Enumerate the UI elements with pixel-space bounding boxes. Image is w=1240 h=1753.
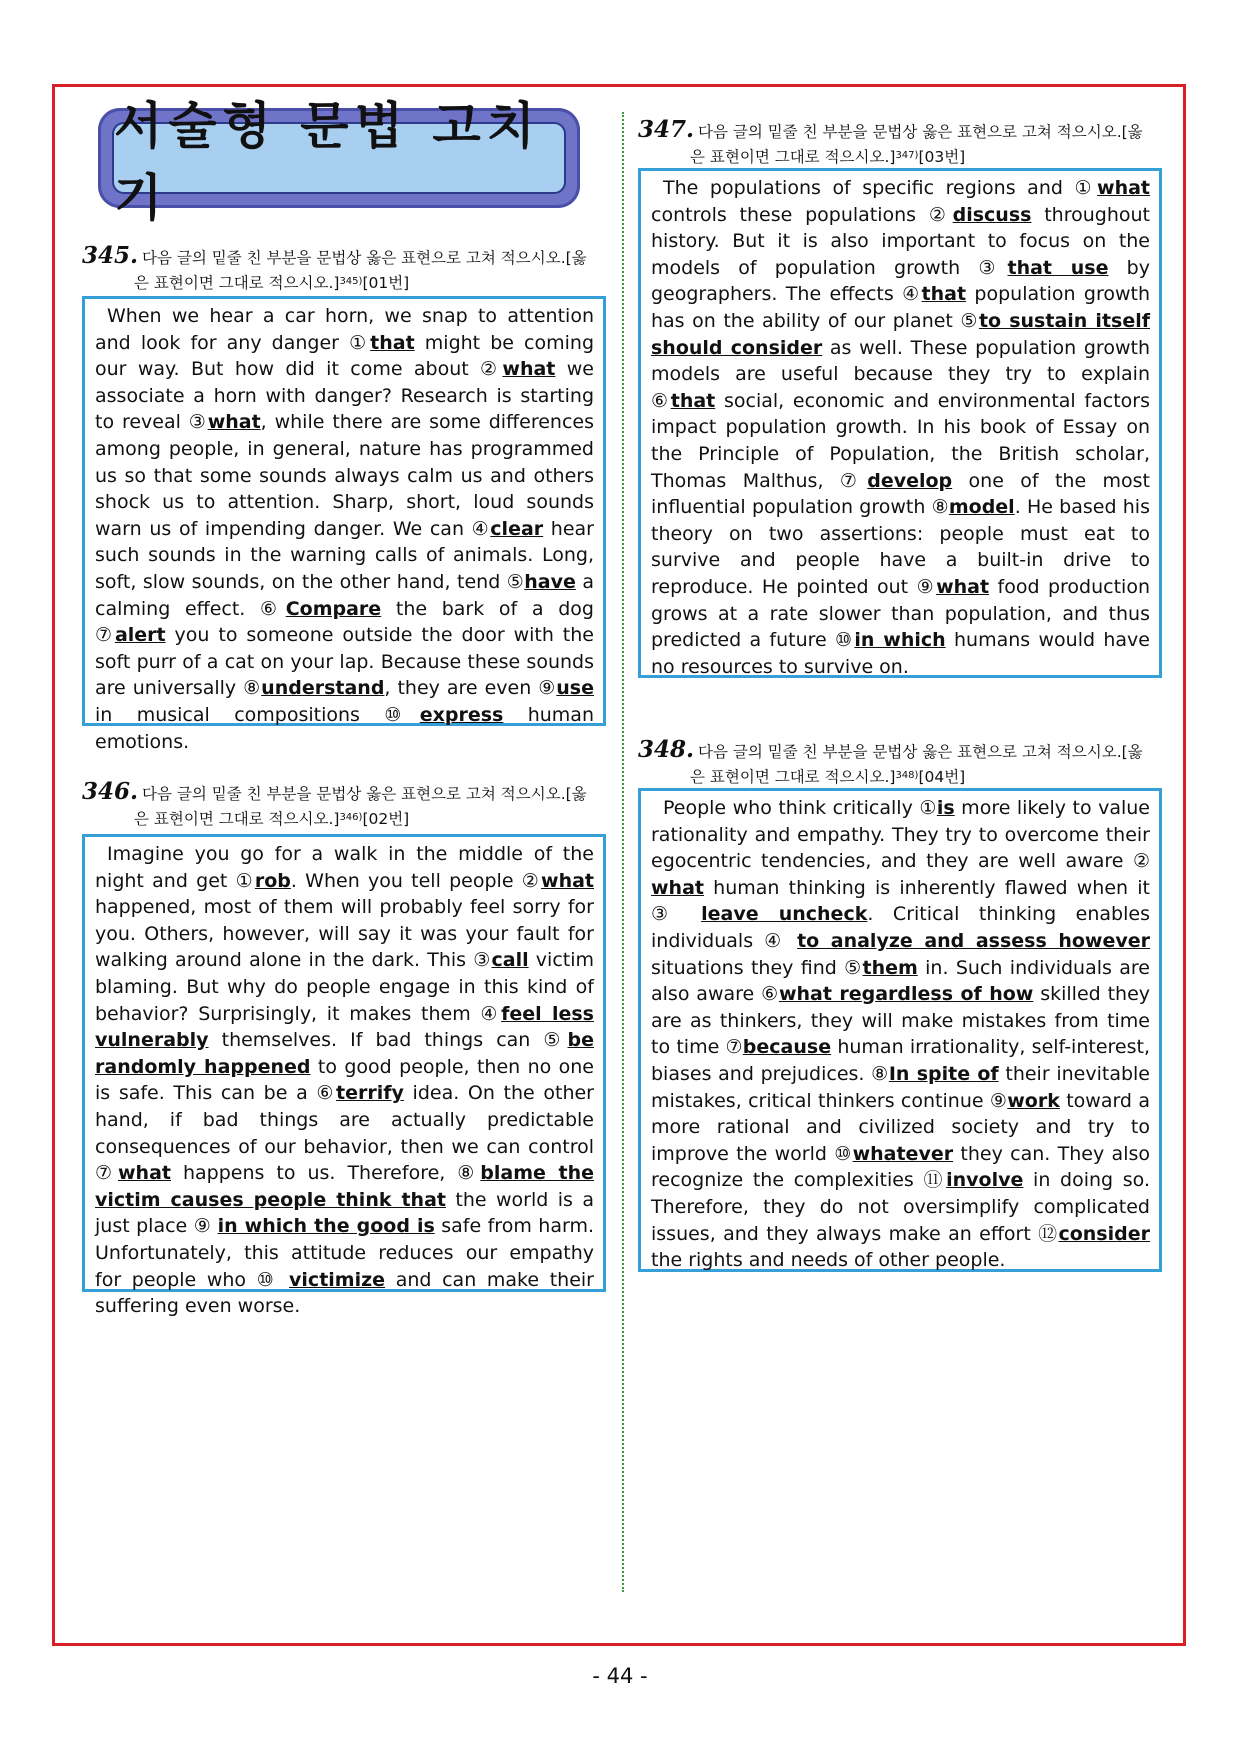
underlined-target: because [742, 1036, 832, 1059]
question-tag: [01번] [362, 274, 410, 292]
passage-text: you to someone outside the door with the soft purr of a cat on your lap. Because these sounds are universally ⑧ [95, 624, 594, 700]
underlined-target: Compare [285, 597, 382, 620]
underlined-target: have [524, 570, 576, 593]
passage-text: might be coming our way. But how did it come about ② [95, 331, 595, 381]
passage-text: the rights and needs of other people. [651, 1249, 1006, 1272]
passage-text: we associate a horn with danger? Research is starting to reveal ③ [95, 358, 594, 434]
question-number: 345. [82, 242, 139, 269]
underlined-target: in which [854, 629, 946, 652]
passage-text: more likely to value rationality and empathy. They try to overcome their egocentric tendencies, and they are well aware ② [651, 797, 1150, 873]
underlined-target: what [1097, 177, 1150, 199]
underlined-target: express [419, 703, 504, 726]
question-instruction-cont: 은 표현이면 그대로 적으시오.] [134, 810, 340, 828]
question-346-passage [82, 834, 606, 1318]
passage-text: . When you tell people ② [290, 869, 542, 892]
passage-text: safe from harm. Unfortunately, this attitude reduces our empathy for people who ⑩ [95, 1215, 594, 1291]
column-divider [622, 112, 624, 1592]
underlined-target: what [207, 411, 261, 434]
underlined-target: model [948, 496, 1015, 519]
passage-text: a calming effect. ⑥ [95, 570, 595, 620]
underlined-target: In spite of [888, 1062, 999, 1085]
underlined-target: terrify [336, 1082, 404, 1105]
passage-text: . Critical thinking enables individuals ④ [651, 903, 1150, 952]
underlined-target: feel less vulnerably [95, 1002, 594, 1052]
passage-text: , they are even ⑨ [384, 677, 557, 700]
passage-text: . He based his theory on two assertions: people must eat to survive and people have a built-in drive to reproduce. He pointed out ⑨ [651, 496, 1150, 598]
question-345-header [82, 244, 606, 295]
question-348-passage [638, 788, 1162, 1272]
page-number: - 44 - [592, 1664, 648, 1688]
underlined-target: consider [1058, 1222, 1150, 1245]
passage-text: and can make their suffering even worse. [95, 1268, 594, 1318]
question-tag: [03번] [918, 148, 966, 166]
passage-text: happened, most of them will probably feel sorry for you. Others, however, will say it was your fault for walking around alone in the dark. This ③ [95, 896, 594, 972]
passage-text: human irrationality, self-interest, biases and prejudices. ⑧ [651, 1036, 1150, 1085]
underlined-target: that [921, 283, 967, 306]
underlined-target: what [651, 876, 704, 899]
underlined-target: to sustain itself should consider [651, 309, 1150, 359]
underlined-target: understand [261, 677, 385, 700]
passage-text: People who think critically ① [663, 797, 937, 819]
underlined-target: to analyze and assess however [797, 929, 1150, 952]
question-ref: 345) [339, 276, 363, 287]
passage-text: social, economic and environmental factors impact population growth. In his book of Essay on the Principle of Population, the British scholar, Thomas Malthus, ⑦ [651, 389, 1150, 492]
underlined-target: discuss [952, 203, 1032, 226]
underlined-target: is [936, 797, 955, 819]
passage-text: throughout history. But it is also important to focus on the models of population growth ③ [651, 203, 1150, 279]
question-tag: [02번] [362, 810, 410, 828]
passage-text: Imagine you go for a walk in the middle of the night and get ① [95, 843, 594, 892]
question-instruction-cont: 은 표현이면 그대로 적으시오.] [134, 274, 340, 292]
passage-text: in doing so. Therefore, they do not oversimplify complicated issues, and they always make an effort ⑫ [651, 1169, 1150, 1245]
underlined-target: clear [490, 517, 544, 540]
underlined-target: involve [946, 1169, 1024, 1192]
question-347-passage [638, 168, 1162, 678]
passage-text: toward a more rational and civilized society and try to improve the world ⑩ [651, 1089, 1150, 1165]
question-ref: 346) [339, 812, 363, 823]
underlined-target: whatever [852, 1142, 954, 1165]
passage-text: one of the most influential population growth ⑧ [651, 469, 1150, 519]
underlined-target: be randomly happened [95, 1029, 594, 1078]
underlined-target: them [862, 956, 918, 979]
passage-text: their inevitable mistakes, critical thinkers continue ⑨ [651, 1062, 1150, 1112]
question-tag: [04번] [918, 768, 966, 786]
question-348-header [638, 738, 1162, 789]
question-instruction: 다음 글의 밑줄 친 부분을 문법상 옳은 표현으로 고쳐 적으시오.[옳 [142, 785, 587, 803]
underlined-target: what [118, 1162, 171, 1185]
question-instruction-cont: 은 표현이면 그대로 적으시오.] [690, 768, 896, 786]
passage-text: skilled they are as thinkers, they will make mistakes from time to time ⑦ [651, 983, 1150, 1059]
passage-text: human emotions. [95, 703, 594, 753]
underlined-target: leave uncheck [701, 903, 868, 926]
underlined-target: work [1007, 1089, 1060, 1112]
question-instruction: 다음 글의 밑줄 친 부분을 문법상 옳은 표현으로 고쳐 적으시오.[옳 [698, 123, 1143, 141]
underlined-target: in which the good is [217, 1215, 435, 1238]
question-number: 348. [638, 736, 695, 763]
question-ref: 347) [895, 150, 919, 161]
passage-text: hear such sounds in the warning calls of animals. Long, soft, slow sounds, on the other hand, tend ⑤ [95, 517, 594, 593]
underlined-target: that use [1007, 256, 1109, 279]
underlined-target: what [541, 869, 594, 892]
underlined-target: call [491, 949, 529, 972]
question-345-passage [82, 296, 606, 753]
passage-text: controls these populations ② [651, 203, 953, 226]
passage-text: they can. They also recognize the complexities ⑪ [651, 1142, 1150, 1192]
underlined-target: develop [867, 469, 953, 492]
question-instruction: 다음 글의 밑줄 친 부분을 문법상 옳은 표현으로 고쳐 적으시오.[옳 [142, 249, 587, 267]
passage-text: When we hear a car horn, we snap to attention and look for any danger ① [95, 305, 594, 354]
title-banner [98, 97, 580, 227]
passage-text: victim blaming. But why do people engage in this kind of behavior? Surprisingly, it makes them ④ [95, 949, 595, 1025]
page-title: 서술형 문법 고치기 [112, 122, 566, 194]
question-347-header [638, 118, 1162, 169]
underlined-target: alert [114, 624, 166, 647]
underlined-target: that [370, 331, 415, 354]
passage-text: population growth has on the ability of our planet ⑤ [651, 283, 1151, 332]
passage-text: the world is a just place ⑨ [95, 1188, 594, 1238]
question-instruction: 다음 글의 밑줄 친 부분을 문법상 옳은 표현으로 고쳐 적으시오.[옳 [698, 743, 1143, 761]
question-number: 347. [638, 116, 695, 143]
passage-text: in musical compositions ⑩ [95, 703, 420, 726]
passage-text: to good people, then no one is safe. This can be a ⑥ [95, 1055, 594, 1105]
passage-text: happens to us. Therefore, ⑧ [170, 1162, 481, 1185]
question-346-header [82, 780, 606, 831]
underlined-target: what regardless of how [778, 983, 1034, 1006]
passage-text: The populations of specific regions and ① [663, 177, 1098, 199]
question-instruction-cont: 은 표현이면 그대로 적으시오.] [690, 148, 896, 166]
question-number: 346. [82, 778, 139, 805]
passage-text: situations they find ⑤ [651, 956, 863, 979]
question-ref: 348) [895, 770, 919, 781]
underlined-target: what [502, 358, 556, 381]
passage-text: themselves. If bad things can ⑤ [208, 1029, 568, 1052]
passage-text: , while there are some differences among people, in general, nature has programmed us so that some sounds always calm us and others shock us to attention. Sharp, short, loud sounds warn us of impending danger. We can ④ [95, 411, 594, 540]
passage-text: by geographers. The effects ④ [651, 256, 1150, 306]
underlined-target: what [936, 575, 990, 598]
underlined-target: blame the victim causes people think that [95, 1162, 594, 1211]
passage-text: human thinking is inherently flawed when it ③ [651, 876, 1150, 926]
underlined-target: that [670, 389, 716, 412]
passage-text: humans would have no resources to survive on. [651, 629, 1150, 678]
passage-text: as well. These population growth models are useful because they try to explain ⑥ [651, 336, 1150, 412]
passage-text: the bark of a dog ⑦ [95, 597, 594, 647]
underlined-target: rob [254, 869, 291, 892]
passage-text: food production grows at a rate slower than population, and thus predicted a future ⑩ [651, 575, 1150, 652]
passage-text: in. Such individuals are also aware ⑥ [651, 956, 1150, 1006]
passage-text: idea. On the other hand, if bad things are actually predictable consequences of our behavior, then we can control ⑦ [95, 1082, 594, 1185]
underlined-target: use [556, 677, 594, 700]
underlined-target: victimize [289, 1268, 386, 1291]
